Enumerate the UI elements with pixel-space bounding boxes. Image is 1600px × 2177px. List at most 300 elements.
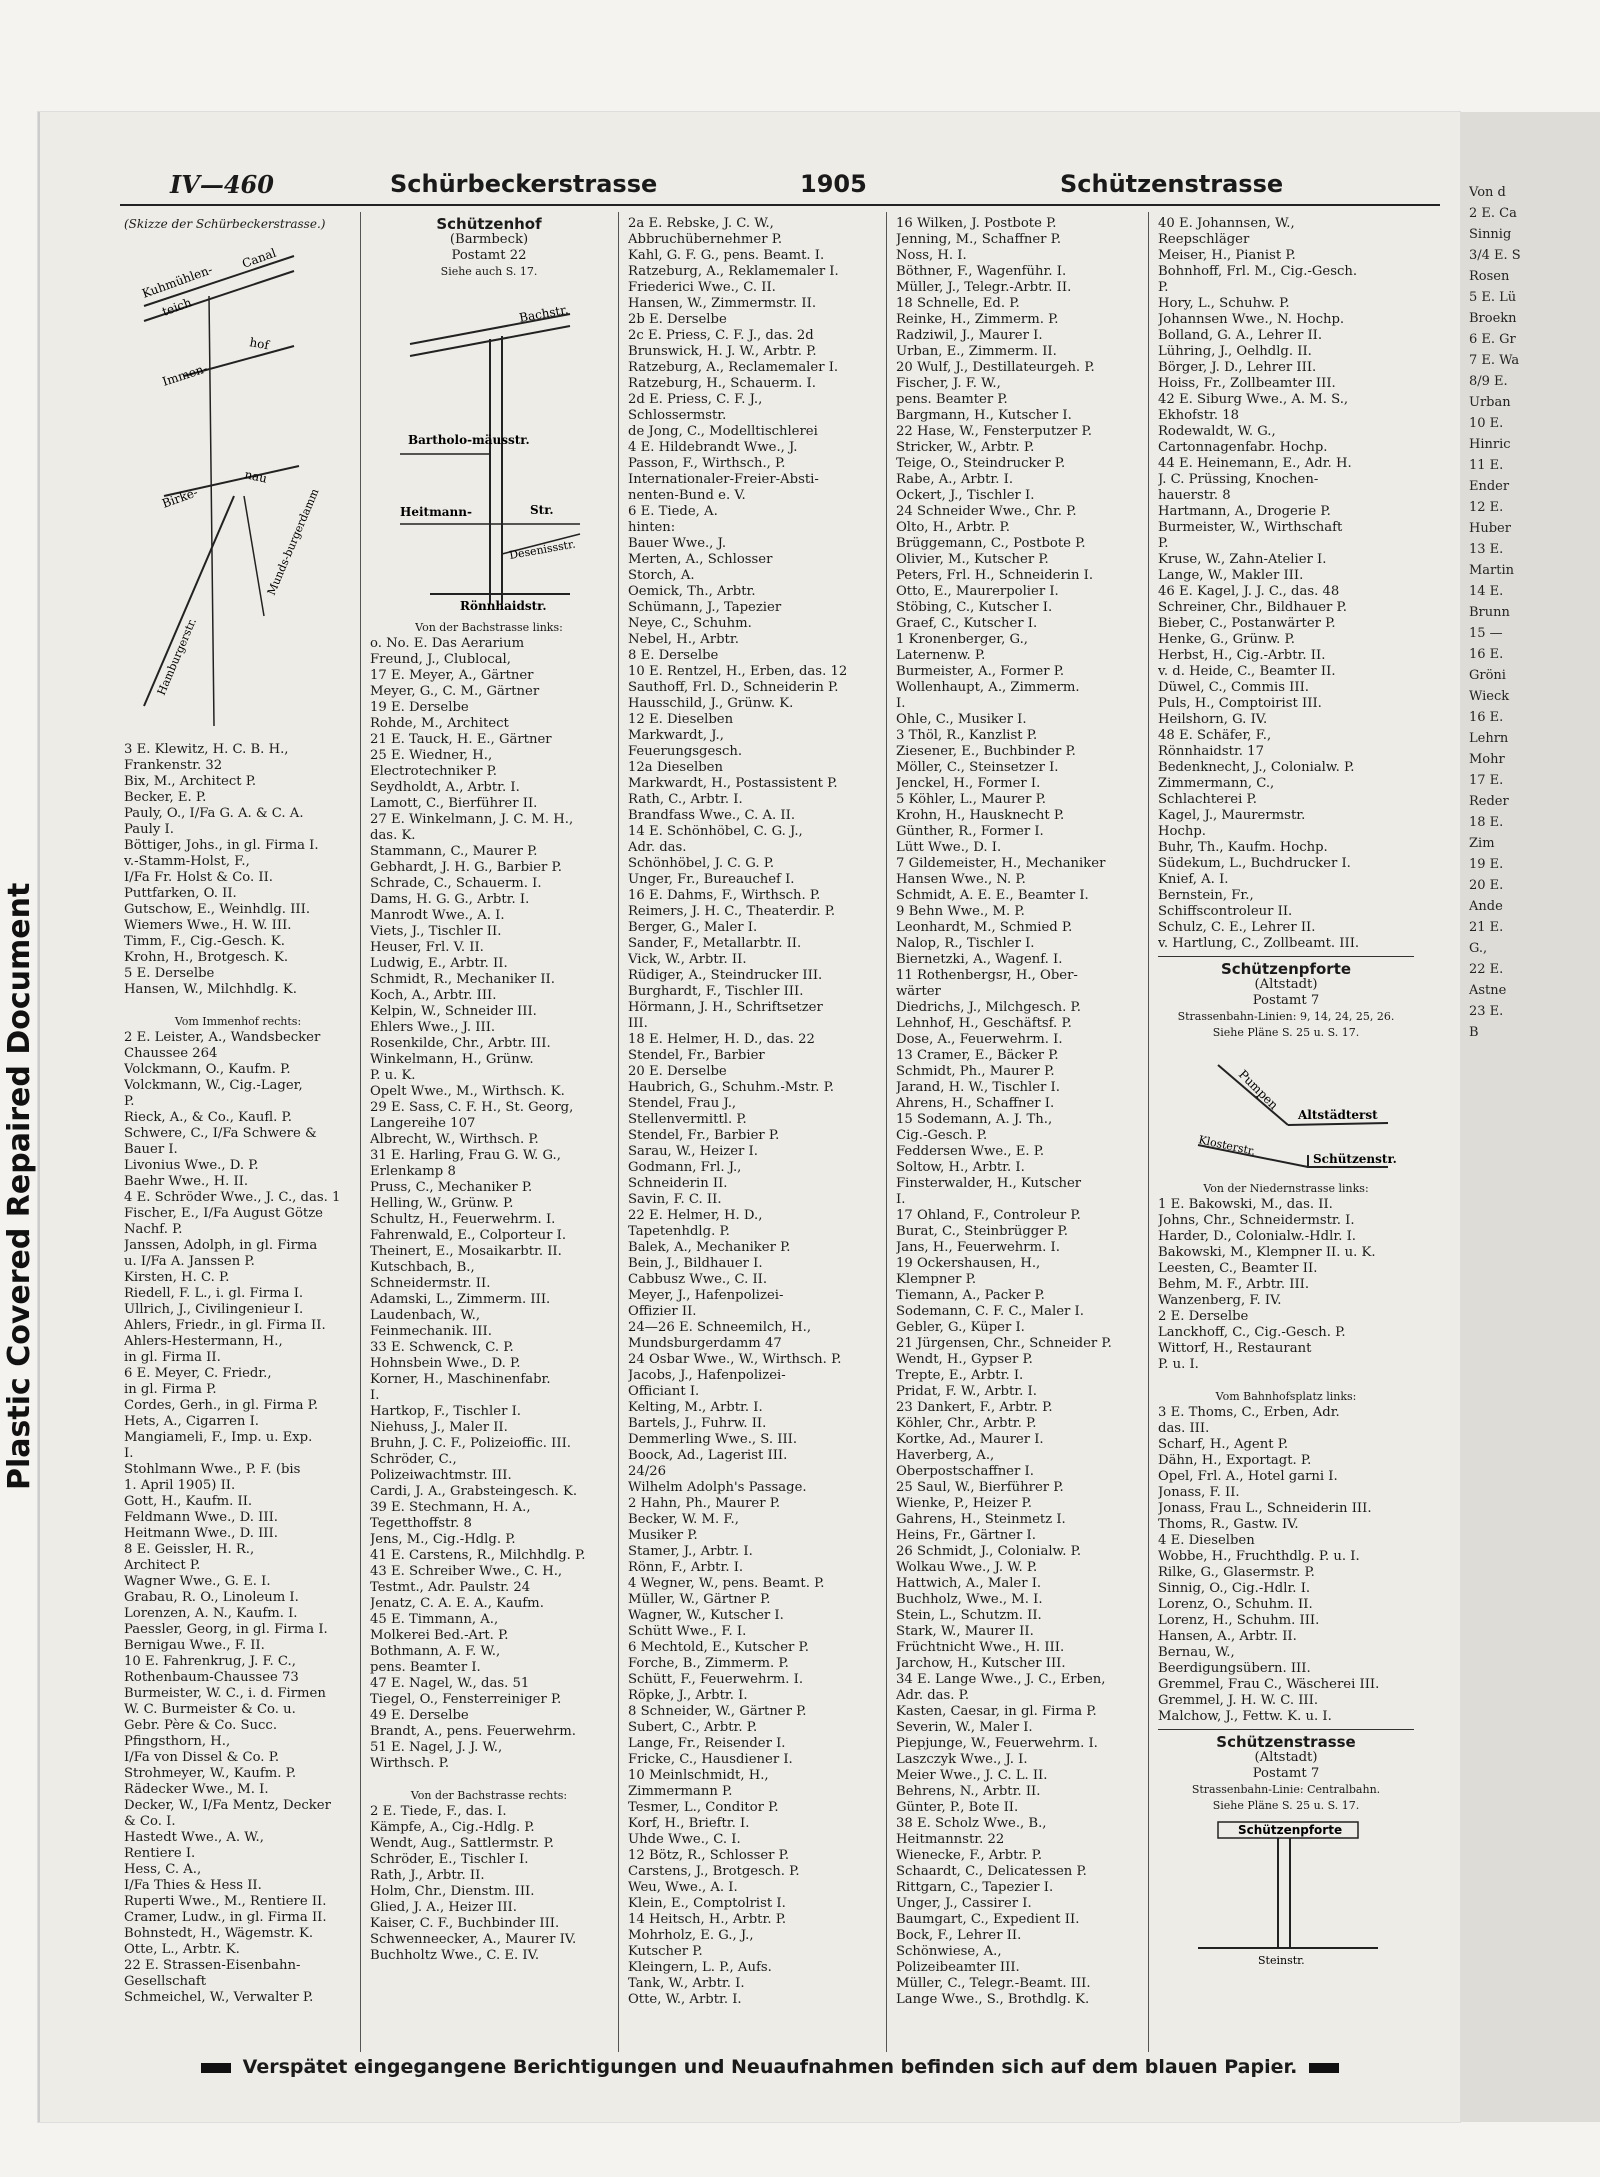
- directory-entry: Haverberg, A.,: [896, 1448, 995, 1463]
- directory-entry: Officiant I.: [628, 1384, 700, 1399]
- directory-entry: Ullrich, J., Civilingenieur I.: [124, 1302, 304, 1317]
- directory-entry: Feinmechanik. III.: [370, 1324, 492, 1339]
- directory-entry: Bix, M., Architect P.: [124, 774, 257, 789]
- column-3-entries: [628, 216, 878, 2008]
- section-subtitle: (Altstadt): [1254, 1750, 1318, 1765]
- directory-entry: Leonhardt, M., Schmied P.: [896, 920, 1073, 935]
- directory-entry: I/Fa Thies & Hess II.: [124, 1878, 262, 1893]
- directory-entry: 31 E. Harling, Frau G. W. G.,: [370, 1148, 561, 1163]
- directory-entry: Sauthoff, Frl. D., Schneiderin P.: [628, 680, 839, 695]
- map-label: Rönnhaidstr.: [460, 599, 547, 613]
- directory-entry: Meyer, G., C. M., Gärtner: [370, 684, 540, 699]
- directory-entry: 19 E. Derselbe: [370, 700, 469, 715]
- next-page-line: 2 E. Ca: [1469, 206, 1517, 221]
- directory-entry: 27 E. Winkelmann, J. C. M. H.,: [370, 812, 574, 827]
- directory-entry: Pridat, F. W., Arbtr. I.: [896, 1384, 1037, 1399]
- directory-entry: Rohde, M., Architect: [370, 716, 509, 731]
- street-left: Schürbeckerstrasse: [390, 170, 658, 198]
- next-page-line: 21 E.: [1469, 920, 1504, 935]
- directory-entry: Feldmann Wwe., D. III.: [124, 1510, 278, 1525]
- directory-entry: Olivier, M., Kutscher P.: [896, 552, 1049, 567]
- directory-entry: 24/26: [628, 1464, 667, 1479]
- directory-entry: 44 E. Heinemann, E., Adr. H.: [1158, 456, 1352, 471]
- directory-entry: 18 Schnelle, Ed. P.: [896, 296, 1020, 311]
- directory-entry: Volckmann, O., Kaufm. P.: [124, 1062, 291, 1077]
- directory-entry: Fischer, J. F. W.,: [896, 376, 1001, 391]
- street-right: Schützenstrasse: [1060, 170, 1284, 198]
- next-page-line: 13 E.: [1469, 542, 1504, 557]
- directory-entry: Testmt., Adr. Paulstr. 24: [370, 1580, 531, 1595]
- next-page-line: 19 E.: [1469, 857, 1504, 872]
- directory-entry: Krohn, H., Brotgesch. K.: [124, 950, 289, 965]
- directory-entry: Rentiere I.: [124, 1846, 196, 1861]
- directory-entry: Schrade, C., Schauerm. I.: [370, 876, 542, 891]
- directory-entry: Strohmeyer, W., Kaufm. P.: [124, 1766, 297, 1781]
- directory-entry: Hoiss, Fr., Zollbeamter III.: [1158, 376, 1336, 391]
- directory-entry: 5 Köhler, L., Maurer P.: [896, 792, 1046, 807]
- directory-entry: 13 Cramer, E., Bäcker P.: [896, 1048, 1059, 1063]
- directory-entry: Schmidt, R., Mechaniker II.: [370, 972, 555, 987]
- directory-entry: 8 E. Derselbe: [628, 648, 719, 663]
- tram-lines: Strassenbahn-Linie: Centralbahn.: [1191, 1783, 1381, 1796]
- directory-entry: Buchholz, Wwe., M. I.: [896, 1592, 1043, 1607]
- directory-entry: das. III.: [1158, 1421, 1210, 1436]
- directory-entry: Koch, A., Arbtr. III.: [370, 988, 497, 1003]
- directory-entry: Schmeichel, W., Verwalter P.: [124, 1990, 314, 2005]
- directory-entry: Gutschow, E., Weinhdlg. III.: [124, 902, 311, 917]
- directory-entry: 6 E. Tiede, A.: [628, 504, 718, 519]
- directory-entry: Internationaler-Freier-Absti-: [628, 472, 819, 487]
- directory-entry: 10 E. Fahrenkrug, J. F. C.,: [124, 1654, 296, 1669]
- side-stamp: [0, 160, 37, 1490]
- directory-entry: Zimmermann P.: [628, 1784, 733, 1799]
- directory-entry: Stöbing, C., Kutscher I.: [896, 600, 1053, 615]
- directory-entry: v. d. Heide, C., Beamter II.: [1158, 664, 1336, 679]
- directory-entry: Freund, J., Clublocal,: [370, 652, 511, 667]
- directory-entry: Rothenbaum-Chaussee 73: [124, 1670, 299, 1685]
- directory-entry: Müller, J., Telegr.-Arbtr. II.: [896, 280, 1072, 295]
- directory-entry: Bruhn, J. C. F., Polizeioffic. III.: [370, 1436, 571, 1451]
- directory-entry: 14 E. Schönhöbel, C. G. J.,: [628, 824, 803, 839]
- directory-entry: Kelpin, W., Schneider III.: [370, 1004, 537, 1019]
- directory-entry: Holm, Chr., Dienstm. III.: [370, 1884, 535, 1899]
- post-office: Postamt 22: [451, 248, 527, 263]
- directory-entry: Gremmel, J. H. W. C. III.: [1158, 1693, 1319, 1708]
- next-page-line: Gröni: [1469, 668, 1506, 683]
- directory-entry: Lorenz, H., Schuhm. III.: [1158, 1613, 1320, 1628]
- directory-entry: Severin, W., Maler I.: [896, 1720, 1033, 1735]
- directory-entry: o. No. E. Das Aerarium: [370, 636, 525, 651]
- directory-entry: 51 E. Nagel, J. J. W.,: [370, 1740, 503, 1755]
- directory-entry: Lamott, C., Bierführer II.: [370, 796, 538, 811]
- directory-entry: Bein, J., Bildhauer I.: [628, 1256, 763, 1271]
- directory-entry: 2 E. Tiede, F., das. I.: [370, 1804, 507, 1819]
- directory-entry: Wirthsch. P.: [370, 1756, 450, 1771]
- directory-entry: Meier Wwe., J. C. L. II.: [896, 1768, 1048, 1783]
- directory-entry: 41 E. Carstens, R., Milchhdlg. P.: [370, 1548, 586, 1563]
- next-page-line: 8/9 E.: [1469, 374, 1508, 389]
- directory-entry: Rodewaldt, W. G.,: [1158, 424, 1276, 439]
- directory-entry: Ockert, J., Tischler I.: [896, 488, 1035, 503]
- directory-entry: W. C. Burmeister & Co. u.: [124, 1702, 296, 1717]
- directory-entry: v.-Stamm-Holst, F.,: [124, 854, 250, 869]
- directory-entry: Jacobs, J., Hafenpolizei-: [628, 1368, 786, 1383]
- directory-entry: P.: [1158, 280, 1169, 295]
- directory-entry: Tegetthoffstr. 8: [370, 1516, 472, 1531]
- directory-entry: Schlossermstr.: [628, 408, 727, 423]
- directory-entry: Livonius Wwe., D. P.: [124, 1158, 259, 1173]
- directory-entry: Früchtnicht Wwe., H. III.: [896, 1640, 1065, 1655]
- directory-entry: Harder, D., Colonialw.-Hdlr. I.: [1158, 1229, 1356, 1244]
- directory-entry: 5 E. Derselbe: [124, 966, 215, 981]
- directory-entry: Kruse, W., Zahn-Atelier I.: [1158, 552, 1327, 567]
- directory-entry: Rath, J., Arbtr. II.: [370, 1868, 485, 1883]
- directory-entry: I/Fa von Dissel & Co. P.: [124, 1750, 280, 1765]
- next-page-line: Broekn: [1469, 311, 1517, 326]
- directory-entry: Hess, C. A.,: [124, 1862, 202, 1877]
- directory-entry: P.: [1158, 536, 1169, 551]
- directory-entry: Noss, H. I.: [896, 248, 967, 263]
- directory-entry: Ratzeburg, A., Reklamemaler I.: [628, 264, 839, 279]
- directory-entry: I.: [896, 696, 906, 711]
- next-page-line: Zim: [1469, 836, 1495, 851]
- directory-entry: 20 E. Derselbe: [628, 1064, 727, 1079]
- map-label: Schützenpforte: [1238, 1823, 1343, 1837]
- directory-entry: Brunswick, H. J. W., Arbtr. P.: [628, 344, 817, 359]
- directory-entry: Becker, E. P.: [124, 790, 207, 805]
- next-page-line: 20 E.: [1469, 878, 1504, 893]
- next-page-line: 16 E.: [1469, 647, 1504, 662]
- column-5-entries-b: [1158, 1181, 1414, 1725]
- directory-entry: Kelting, M., Arbtr. I.: [628, 1400, 763, 1415]
- directory-entry: Ruperti Wwe., M., Rentiere II.: [124, 1894, 327, 1909]
- directory-entry: Hartkop, F., Tischler I.: [370, 1404, 521, 1419]
- directory-entry: Schütt Wwe., F. I.: [628, 1624, 747, 1639]
- directory-entry: 19 Ockershausen, H.,: [896, 1256, 1041, 1271]
- directory-entry: Merten, A., Schlosser: [628, 552, 773, 567]
- directory-entry: Von der Niedernstrasse links:: [1203, 1182, 1369, 1195]
- directory-entry: Baehr Wwe., H. II.: [124, 1174, 249, 1189]
- column-5: [1158, 216, 1414, 1974]
- directory-entry: in gl. Firma P.: [124, 1382, 217, 1397]
- directory-entry: P. u. I.: [1158, 1357, 1199, 1372]
- directory-entry: Hansen, A., Arbtr. II.: [1158, 1629, 1297, 1644]
- directory-entry: Buhr, Th., Kaufm. Hochp.: [1158, 840, 1328, 855]
- directory-entry: Heuser, Frl. V. II.: [370, 940, 484, 955]
- directory-entry: Theinert, E., Mosaikarbtr. II.: [370, 1244, 562, 1259]
- directory-entry: Schultz, H., Feuerwehrm. I.: [370, 1212, 556, 1227]
- directory-entry: Kirsten, H. C. P.: [124, 1270, 230, 1285]
- next-page-line: 15 —: [1469, 626, 1503, 641]
- header-rule: [120, 204, 1440, 206]
- page-number: IV—460: [170, 170, 274, 199]
- directory-entry: 43 E. Schreiber Wwe., C. H.,: [370, 1564, 563, 1579]
- footer-note: [160, 2056, 1380, 2078]
- directory-entry: Biernetzki, A., Wagenf. I.: [896, 952, 1063, 967]
- directory-entry: Bohnstedt, H., Wägemstr. K.: [124, 1926, 314, 1941]
- directory-entry: Forche, B., Zimmerm. P.: [628, 1656, 789, 1671]
- next-page-fragment: [1469, 182, 1599, 1043]
- directory-entry: Wendt, H., Gypser P.: [896, 1352, 1033, 1367]
- next-page-line: Hinric: [1469, 437, 1511, 452]
- directory-entry: Schneidermstr. II.: [370, 1276, 491, 1291]
- directory-entry: Bock, F., Lehrer II.: [896, 1928, 1022, 1943]
- directory-entry: 9 Behn Wwe., M. P.: [896, 904, 1025, 919]
- directory-entry: Schmidt, A. E. E., Beamter I.: [896, 888, 1089, 903]
- directory-entry: Kämpfe, A., Cig.-Hdlg. P.: [370, 1820, 535, 1835]
- directory-entry: 22 E. Strassen-Eisenbahn-: [124, 1958, 301, 1973]
- directory-entry: Stendel, Fr., Barbier P.: [628, 1128, 780, 1143]
- directory-entry: 10 E. Rentzel, H., Erben, das. 12: [628, 664, 848, 679]
- map-label: hof: [248, 335, 271, 353]
- directory-entry: Gebhardt, J. H. G., Barbier P.: [370, 860, 562, 875]
- next-page-line: Wieck: [1469, 689, 1510, 704]
- directory-entry: Thoms, R., Gastw. IV.: [1158, 1517, 1299, 1532]
- directory-entry: Kagel, J., Maurermstr.: [1158, 808, 1306, 823]
- directory-entry: Böttiger, Johs., in gl. Firma I.: [124, 838, 319, 853]
- directory-entry: Tiegel, O., Fensterreiniger P.: [370, 1692, 562, 1707]
- directory-entry: Heilshorn, G. IV.: [1158, 712, 1268, 727]
- directory-entry: Otte, L., Arbtr. K.: [124, 1942, 240, 1957]
- directory-entry: Johannsen Wwe., N. Hochp.: [1158, 312, 1345, 327]
- directory-entry: Börger, J. D., Lehrer III.: [1158, 360, 1317, 375]
- directory-entry: Decker, W., I/Fa Mentz, Decker: [124, 1798, 331, 1813]
- directory-entry: Mundsburgerdamm 47: [628, 1336, 782, 1351]
- directory-entry: Janssen, Adolph, in gl. Firma: [124, 1238, 318, 1253]
- directory-entry: Hastedt Wwe., A. W.,: [124, 1830, 264, 1845]
- directory-entry: Langereihe 107: [370, 1116, 476, 1131]
- directory-entry: Paessler, Georg, in gl. Firma I.: [124, 1622, 328, 1637]
- directory-entry: Weu, Wwe., A. I.: [628, 1880, 738, 1895]
- next-page-line: 22 E.: [1469, 962, 1504, 977]
- directory-entry: v. Hartlung, C., Zollbeamt. III.: [1158, 936, 1360, 951]
- directory-entry: Heitmann Wwe., D. III.: [124, 1526, 278, 1541]
- directory-entry: 15 Sodemann, A. J. Th.,: [896, 1112, 1053, 1127]
- map-label: Bachstr.: [518, 302, 570, 325]
- next-page-line: Brunn: [1469, 605, 1510, 620]
- next-page-line: B: [1469, 1025, 1479, 1040]
- map-label: nau: [243, 467, 269, 486]
- directory-entry: Opel, Frl. A., Hotel garni I.: [1158, 1469, 1338, 1484]
- directory-entry: Timm, F., Cig.-Gesch. K.: [124, 934, 285, 949]
- directory-entry: Knief, A. I.: [1158, 872, 1229, 887]
- directory-entry: Puls, H., Comptoirist III.: [1158, 696, 1322, 711]
- directory-entry: Bolland, G. A., Lehrer II.: [1158, 328, 1323, 343]
- directory-entry: Reimers, J. H. C., Theaterdir. P.: [628, 904, 836, 919]
- next-page-line: Lehrn: [1469, 731, 1509, 746]
- directory-entry: 8 E. Geissler, H. R.,: [124, 1542, 255, 1557]
- directory-entry: Behrens, N., Arbtr. II.: [896, 1784, 1041, 1799]
- directory-entry: Diedrichs, J., Milchgesch. P.: [896, 1000, 1081, 1015]
- directory-entry: Schlachterei P.: [1158, 792, 1257, 807]
- side-stamp-text: Plastic Covered Repaired Document: [2, 882, 37, 1490]
- directory-entry: Klempner P.: [896, 1272, 977, 1287]
- directory-entry: Schmidt, Ph., Maurer P.: [896, 1064, 1055, 1079]
- next-page-line: 18 E.: [1469, 815, 1504, 830]
- directory-entry: 10 Meinlschmidt, H.,: [628, 1768, 769, 1783]
- directory-entry: 17 E. Meyer, A., Gärtner: [370, 668, 534, 683]
- directory-entry: Bakowski, M., Klempner II. u. K.: [1158, 1245, 1376, 1260]
- tram-lines: Strassenbahn-Linien: 9, 14, 24, 25, 26.: [1177, 1010, 1395, 1023]
- directory-entry: Nebel, H., Arbtr.: [628, 632, 739, 647]
- directory-entry: Balek, A., Mechaniker P.: [628, 1240, 791, 1255]
- directory-entry: Brüggemann, C., Postbote P.: [896, 536, 1086, 551]
- directory-entry: Jans, H., Feuerwehrm. I.: [896, 1240, 1060, 1255]
- directory-entry: 22 E. Helmer, H. D.,: [628, 1208, 763, 1223]
- map-label: Canal: [240, 245, 278, 271]
- column-3: [628, 216, 878, 2008]
- directory-entry: Volckmann, W., Cig.-Lager,: [124, 1078, 303, 1093]
- directory-entry: Schaardt, C., Delicatessen P.: [896, 1864, 1087, 1879]
- directory-entry: Fricke, C., Hausdiener I.: [628, 1752, 793, 1767]
- directory-entry: Beerdigungsübern. III.: [1158, 1661, 1311, 1676]
- directory-entry: nenten-Bund e. V.: [628, 488, 746, 503]
- directory-entry: Wobbe, H., Fruchthdlg. P. u. I.: [1158, 1549, 1360, 1564]
- directory-entry: Hets, A., Cigarren I.: [124, 1414, 259, 1429]
- directory-entry: Gebler, G., Küper I.: [896, 1320, 1025, 1335]
- directory-entry: Helling, W., Grünw. P.: [370, 1196, 514, 1211]
- directory-entry: Günther, R., Former I.: [896, 824, 1044, 839]
- directory-entry: Bothmann, A. F. W.,: [370, 1644, 501, 1659]
- directory-entry: Stendel, Frau J.,: [628, 1096, 737, 1111]
- directory-entry: Berger, G., Maler I.: [628, 920, 758, 935]
- next-page-line: 14 E.: [1469, 584, 1504, 599]
- directory-entry: 33 E. Schwenck, C. P.: [370, 1340, 514, 1355]
- directory-entry: 40 E. Johannsen, W.,: [1158, 216, 1295, 231]
- directory-entry: Lanckhoff, C., Cig.-Gesch. P.: [1158, 1325, 1346, 1340]
- directory-entry: 14 Heitsch, H., Arbtr. P.: [628, 1912, 787, 1927]
- directory-entry: Lorenz, O., Schuhm. II.: [1158, 1597, 1313, 1612]
- directory-entry: Hattwich, A., Maler I.: [896, 1576, 1042, 1591]
- directory-entry: Wilhelm Adolph's Passage.: [628, 1480, 807, 1495]
- directory-entry: Wienecke, F., Arbtr. P.: [896, 1848, 1043, 1863]
- directory-entry: 39 E. Stechmann, H. A.,: [370, 1500, 531, 1515]
- directory-entry: Müller, C., Telegr.-Beamt. III.: [896, 1976, 1091, 1991]
- directory-entry: Bernigau Wwe., F. II.: [124, 1638, 265, 1653]
- directory-entry: Unger, Fr., Bureauchef I.: [628, 872, 795, 887]
- directory-entry: Ahrens, H., Schaffner I.: [896, 1096, 1055, 1111]
- directory-entry: Ekhofstr. 18: [1158, 408, 1240, 423]
- directory-entry: Architect P.: [124, 1558, 201, 1573]
- map-label: Pumpen: [1235, 1067, 1281, 1113]
- map-caption: (Skizze der Schürbeckerstrasse.): [124, 217, 326, 231]
- map-label: Bartholo-mäusstr.: [408, 433, 530, 447]
- directory-entry: Röpke, J., Arbtr. I.: [628, 1688, 748, 1703]
- directory-entry: Neye, C., Schuhm.: [628, 616, 752, 631]
- map-label: Str.: [530, 503, 554, 517]
- directory-entry: Klein, E., Comptolrist I.: [628, 1896, 786, 1911]
- directory-entry: Korner, H., Maschinenfabr.: [370, 1372, 551, 1387]
- directory-entry: Cartonnagenfabr. Hochp.: [1158, 440, 1328, 455]
- directory-entry: Laternenw. P.: [896, 648, 986, 663]
- directory-entry: Wolkau Wwe., J. W. P.: [896, 1560, 1038, 1575]
- directory-entry: Burmeister, W., Wirthschaft: [1158, 520, 1343, 535]
- directory-entry: Adamski, L., Zimmerm. III.: [370, 1292, 551, 1307]
- directory-entry: Ziesener, E., Buchbinder P.: [896, 744, 1076, 759]
- directory-entry: Molkerei Bed.-Art. P.: [370, 1628, 509, 1643]
- map-label: Schützenstr.: [1313, 1152, 1397, 1166]
- directory-entry: Gremmel, Frau C., Wäscherei III.: [1158, 1677, 1380, 1692]
- map-label: Steinstr.: [1258, 1954, 1305, 1967]
- directory-entry: Feddersen Wwe., E. P.: [896, 1144, 1045, 1159]
- column-1-entries: [124, 742, 352, 2006]
- directory-entry: Leesten, C., Beamter II.: [1158, 1261, 1318, 1276]
- directory-entry: Lütt Wwe., D. I.: [896, 840, 1002, 855]
- directory-entry: Nalop, R., Tischler I.: [896, 936, 1035, 951]
- map-label: Immen-: [160, 361, 210, 389]
- directory-entry: Glied, J. A., Heizer III.: [370, 1900, 517, 1915]
- directory-entry: Vom Immenhof rechts:: [174, 1015, 302, 1028]
- directory-entry: Vom Bahnhofsplatz links:: [1215, 1390, 1357, 1403]
- directory-entry: Adr. das. P.: [896, 1688, 970, 1703]
- directory-entry: Mohrholz, E. G., J.,: [628, 1928, 754, 1943]
- directory-entry: Markwardt, H., Postassistent P.: [628, 776, 838, 791]
- directory-entry: Rilke, G., Glasermstr. P.: [1158, 1565, 1315, 1580]
- directory-entry: 34 E. Lange Wwe., J. C., Erben,: [896, 1672, 1106, 1687]
- directory-entry: [370, 1772, 608, 1788]
- directory-entry: 1 Kronenberger, G.,: [896, 632, 1028, 647]
- directory-entry: Schönwiese, A.,: [896, 1944, 1002, 1959]
- map-label: Klosterstr.: [1197, 1133, 1257, 1158]
- directory-entry: Rieck, A., & Co., Kaufl. P.: [124, 1110, 292, 1125]
- map-label: Kuhmühlen-: [140, 262, 215, 301]
- column-divider: [1148, 212, 1149, 2052]
- directory-entry: Stammann, C., Maurer P.: [370, 844, 538, 859]
- column-2-entries: [370, 620, 608, 1964]
- directory-entry: Lange, Fr., Reisender I.: [628, 1736, 786, 1751]
- directory-entry: Olto, H., Arbtr. P.: [896, 520, 1010, 535]
- directory-entry: Burat, C., Steinbrügger P.: [896, 1224, 1068, 1239]
- directory-entry: pens. Beamter P.: [896, 392, 1008, 407]
- directory-entry: Pauly I.: [124, 822, 174, 837]
- directory-entry: Riedell, F. L., i. gl. Firma I.: [124, 1286, 304, 1301]
- directory-entry: Trepte, E., Arbtr. I.: [896, 1368, 1024, 1383]
- directory-entry: Jonass, Frau L., Schneiderin III.: [1158, 1501, 1372, 1516]
- directory-entry: Graef, C., Kutscher I.: [896, 616, 1038, 631]
- directory-entry: P. u. K.: [370, 1068, 416, 1083]
- directory-entry: III.: [628, 1016, 648, 1031]
- directory-entry: 24 Osbar Wwe., W., Wirthsch. P.: [628, 1352, 842, 1367]
- schuetzenhof-map: [370, 284, 606, 614]
- next-page-line: Rosen: [1469, 269, 1510, 284]
- directory-entry: Hory, L., Schuhw. P.: [1158, 296, 1290, 311]
- directory-entry: Wollenhaupt, A., Zimmerm.: [896, 680, 1080, 695]
- directory-entry: 2c E. Priess, C. F. J., das. 2d: [628, 328, 814, 343]
- directory-entry: Seydholdt, A., Arbtr. I.: [370, 780, 520, 795]
- next-page-line: 12 E.: [1469, 500, 1504, 515]
- directory-entry: Heitmannstr. 22: [896, 1832, 1005, 1847]
- next-page-line: Ender: [1469, 479, 1510, 494]
- directory-entry: hauerstr. 8: [1158, 488, 1231, 503]
- directory-entry: Markwardt, J.,: [628, 728, 724, 743]
- next-page-line: Urban: [1469, 395, 1511, 410]
- map-label: Hamburgerstr.: [154, 616, 199, 698]
- directory-entry: Bargmann, H., Kutscher I.: [896, 408, 1072, 423]
- next-page-line: 23 E.: [1469, 1004, 1504, 1019]
- map-label: Desenissstr.: [508, 537, 577, 562]
- directory-entry: Oberpostschaffner I.: [896, 1464, 1034, 1479]
- directory-entry: 45 E. Timmann, A.,: [370, 1612, 499, 1627]
- directory-entry: 2 E. Derselbe: [1158, 1309, 1249, 1324]
- directory-entry: Rabe, A., Arbtr. I.: [896, 472, 1014, 487]
- directory-entry: Stendel, Fr., Barbier: [628, 1048, 765, 1063]
- directory-entry: Wittorf, H., Restaurant: [1158, 1341, 1312, 1356]
- directory-entry: Kahl, G. F. G., pens. Beamt. I.: [628, 248, 825, 263]
- directory-entry: Ludwig, E., Arbtr. II.: [370, 956, 508, 971]
- directory-entry: Hansen, W., Zimmermstr. II.: [628, 296, 817, 311]
- next-page-line: 5 E. Lü: [1469, 290, 1517, 305]
- directory-entry: Lühring, J., Oelhdlg. II.: [1158, 344, 1312, 359]
